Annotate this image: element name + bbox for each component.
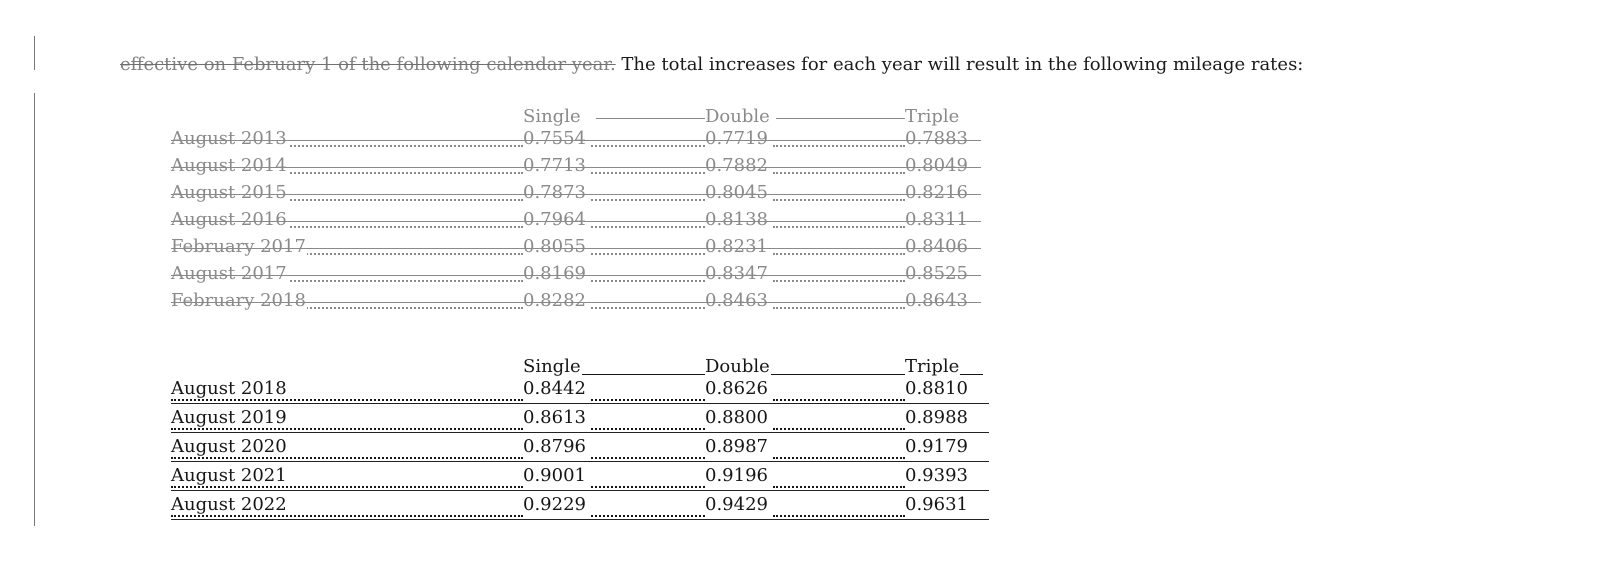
triple-rate: 0.9179 (905, 436, 968, 457)
row-label: August 2021 (171, 465, 287, 486)
struck-intro-text: effective on February 1 of the following calendar year. (120, 54, 616, 75)
row-label: August 2013 (171, 128, 287, 149)
double-rate: 0.8626 (705, 378, 768, 399)
double-rate: 0.9196 (705, 465, 768, 486)
dot-leader (773, 253, 905, 255)
row-underline (171, 461, 989, 462)
dot-leader (591, 515, 705, 517)
triple-rate: 0.8643 (905, 290, 968, 311)
dot-leader (773, 145, 905, 147)
strikethrough-line (171, 275, 981, 276)
change-bar (34, 36, 35, 70)
dot-leader (591, 307, 705, 309)
row-label: August 2017 (171, 263, 287, 284)
header-triple: Triple (905, 106, 960, 127)
row-label: August 2016 (171, 209, 287, 230)
intro-text: The total increases for each year will result in the following mileage rates: (615, 54, 1304, 75)
intro-paragraph (120, 56, 1303, 74)
row-label: August 2019 (171, 407, 287, 428)
row-underline (171, 432, 989, 433)
change-bar (34, 93, 35, 526)
single-rate: 0.8282 (523, 290, 586, 311)
dot-leader (591, 280, 705, 282)
single-rate: 0.9001 (523, 465, 586, 486)
dot-leader (773, 199, 905, 201)
single-rate: 0.8796 (523, 436, 586, 457)
dot-leader (591, 428, 705, 430)
dot-leader (171, 486, 523, 488)
header-double: Double (705, 356, 770, 377)
row-label: August 2020 (171, 436, 287, 457)
dot-leader (591, 399, 705, 401)
double-rate: 0.8045 (705, 182, 768, 203)
triple-rate: 0.8988 (905, 407, 968, 428)
row-label: August 2015 (171, 182, 287, 203)
dot-leader (171, 457, 523, 459)
single-rate: 0.7554 (523, 128, 586, 149)
dot-leader (773, 226, 905, 228)
double-rate: 0.8347 (705, 263, 768, 284)
triple-rate: 0.8810 (905, 378, 968, 399)
dot-leader (773, 307, 905, 309)
dot-leader (591, 253, 705, 255)
header-triple: Triple (905, 356, 960, 377)
double-rate: 0.7719 (705, 128, 768, 149)
dot-leader (773, 457, 905, 459)
strikethrough-line (171, 221, 981, 222)
single-rate: 0.8169 (523, 263, 586, 284)
dot-leader (591, 199, 705, 201)
row-underline (171, 519, 989, 520)
header-single: Single (523, 356, 581, 377)
triple-rate: 0.9631 (905, 494, 968, 515)
triple-rate: 0.8406 (905, 236, 968, 257)
triple-rate: 0.7883 (905, 128, 968, 149)
strikethrough-line (171, 302, 981, 303)
double-rate: 0.9429 (705, 494, 768, 515)
single-rate: 0.8442 (523, 378, 586, 399)
dot-leader (773, 428, 905, 430)
dot-leader (171, 428, 523, 430)
dot-leader (773, 399, 905, 401)
double-rate: 0.7882 (705, 155, 768, 176)
triple-rate: 0.9393 (905, 465, 968, 486)
double-rate: 0.8231 (705, 236, 768, 257)
row-underline (171, 490, 989, 491)
header-single: Single (523, 106, 581, 127)
row-label: February 2017 (171, 236, 306, 257)
triple-rate: 0.8049 (905, 155, 968, 176)
strikethrough-line (171, 167, 981, 168)
row-label: August 2018 (171, 378, 287, 399)
row-label: August 2022 (171, 494, 287, 515)
double-rate: 0.8800 (705, 407, 768, 428)
dot-leader (773, 280, 905, 282)
strikethrough-line (171, 248, 981, 249)
dot-leader (171, 515, 523, 517)
header-rule (596, 118, 706, 119)
row-label: August 2014 (171, 155, 287, 176)
header-double: Double (705, 106, 770, 127)
dot-leader (171, 399, 523, 401)
dot-leader (591, 226, 705, 228)
strikethrough-line (171, 140, 981, 141)
single-rate: 0.7873 (523, 182, 586, 203)
dot-leader (773, 515, 905, 517)
triple-rate: 0.8216 (905, 182, 968, 203)
dot-leader (773, 172, 905, 174)
dot-leader (591, 172, 705, 174)
header-rule (776, 118, 906, 119)
strikethrough-line (171, 194, 981, 195)
dot-leader (591, 486, 705, 488)
single-rate: 0.7964 (523, 209, 586, 230)
triple-rate: 0.8525 (905, 263, 968, 284)
double-rate: 0.8138 (705, 209, 768, 230)
double-rate: 0.8987 (705, 436, 768, 457)
row-underline (171, 403, 989, 404)
triple-rate: 0.8311 (905, 209, 968, 230)
dot-leader (591, 457, 705, 459)
single-rate: 0.9229 (523, 494, 586, 515)
single-rate: 0.7713 (523, 155, 586, 176)
double-rate: 0.8463 (705, 290, 768, 311)
single-rate: 0.8613 (523, 407, 586, 428)
single-rate: 0.8055 (523, 236, 586, 257)
dot-leader (773, 486, 905, 488)
dot-leader (591, 145, 705, 147)
row-label: February 2018 (171, 290, 306, 311)
